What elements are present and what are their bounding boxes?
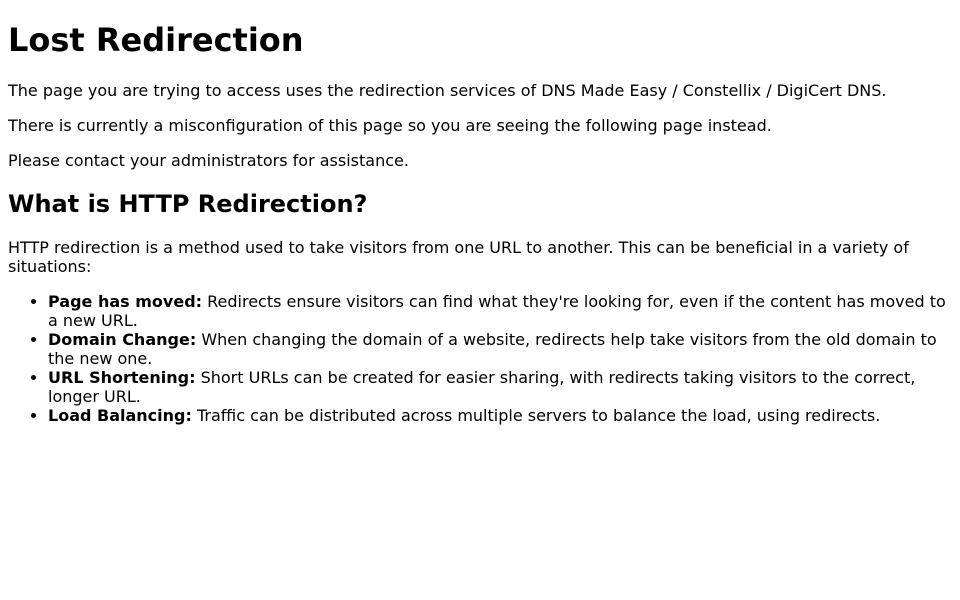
list-item-label: Page has moved: [48,291,203,311]
intro-paragraph-1: The page you are trying to access uses the redirection services of DNS Made Easy / Constellix / DigiCert DNS. [8,80,887,100]
list-item-text: Traffic can be distributed across multiple servers to balance the load, using redirects. [196,405,881,425]
section-heading: What is HTTP Redirection? [8,189,368,218]
bullet-list [8,292,952,425]
list-item-domain-change [48,330,952,368]
page-title [8,21,952,59]
list-item-page-has-moved [48,292,952,330]
intro-paragraph-3: Please contact your administrators for assistance. [8,150,409,170]
list-item-load-balancing [48,406,952,425]
section-description: HTTP redirection is a method used to take visitors from one URL to another. This can be beneficial in a variety of situations: [8,237,909,276]
list-item-text: Short URLs can be created for easier sharing, with redirects taking visitors to the correct, longer URL. [48,367,916,406]
lost-redirection-page [8,21,952,424]
list-item-url-shortening [48,368,952,406]
list-item-label: Domain Change: [48,329,197,349]
intro-paragraph-2: There is currently a misconfiguration of this page so you are seeing the following page instead. [8,115,772,135]
list-item-label: URL Shortening: [48,367,196,387]
list-item-label: Load Balancing: [48,405,192,425]
page-title-text: Lost Redirection [8,21,304,60]
list-item-text: Redirects ensure visitors can find what they're looking for, even if the content has moved to a new URL. [48,291,946,330]
list-item-text: When changing the domain of a website, redirects help take visitors from the old domain to the new one. [48,329,937,368]
